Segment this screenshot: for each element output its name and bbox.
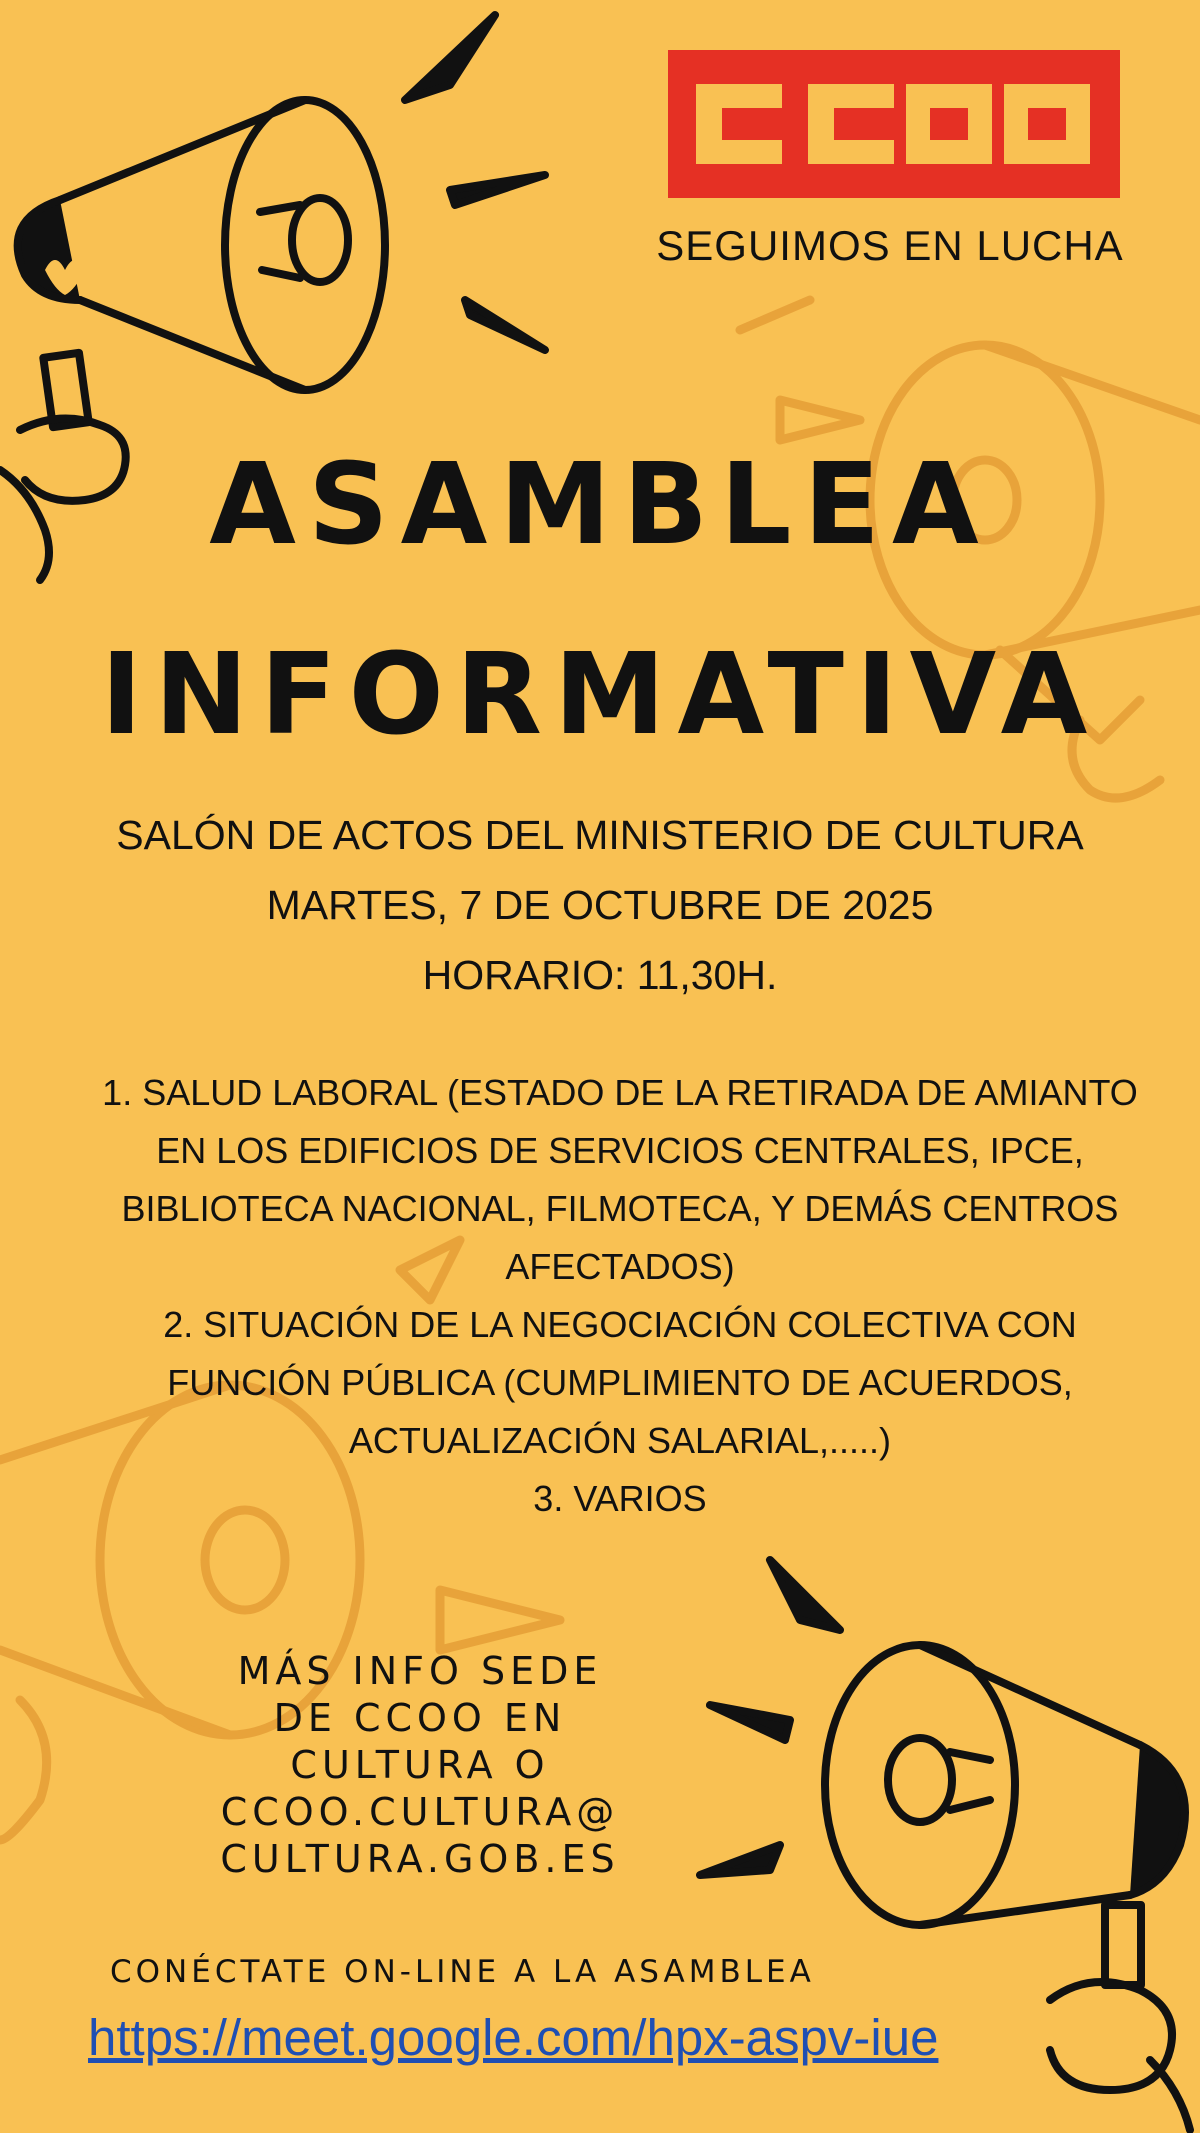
agenda-item: 2. SITUACIÓN DE LA NEGOCIACIÓN COLECTIVA CON FUNCIÓN PÚBLICA (CUMPLIMIENTO DE ACUERDOS, ACTUALIZACIÓN SALARIAL,.....) [163, 1304, 1077, 1461]
connect-label: CONÉCTATE ON-LINE A LA ASAMBLEA [110, 1954, 815, 1990]
agenda-item: 3. VARIOS [533, 1478, 707, 1519]
meet-link[interactable]: https://meet.google.com/hpx-aspv-iue [88, 2009, 939, 2066]
time-text: HORARIO: 11,30H. [422, 952, 778, 998]
date-text: MARTES, 7 DE OCTUBRE DE 2025 [266, 882, 934, 928]
event-details [60, 800, 1140, 1010]
more-info-line: CCOO.CULTURA@ [220, 1790, 620, 1834]
tagline: SEGUIMOS EN LUCHA [656, 222, 1124, 269]
venue-text: SALÓN DE ACTOS DEL MINISTERIO DE CULTURA [116, 812, 1084, 858]
more-info-line: CULTURA O [290, 1743, 550, 1787]
more-info [190, 1648, 650, 1883]
title-line-2: INFORMATIVA [100, 630, 1100, 760]
agenda-list [90, 1064, 1150, 1528]
ccoo-logo [668, 50, 1120, 198]
title-line-1: ASAMBLEA [209, 440, 991, 570]
more-info-line: MÁS INFO SEDE [237, 1649, 603, 1693]
more-info-line: DE CCOO EN [273, 1696, 567, 1740]
more-info-line: CULTURA.GOB.ES [220, 1837, 620, 1881]
agenda-item: 1. SALUD LABORAL (ESTADO DE LA RETIRADA DE AMIANTO EN LOS EDIFICIOS DE SERVICIOS CENTRALES, IPCE, BIBLIOTECA NACIONAL, FILMOTECA, Y DEMÁS CENTROS AFECTADOS) [102, 1072, 1138, 1287]
